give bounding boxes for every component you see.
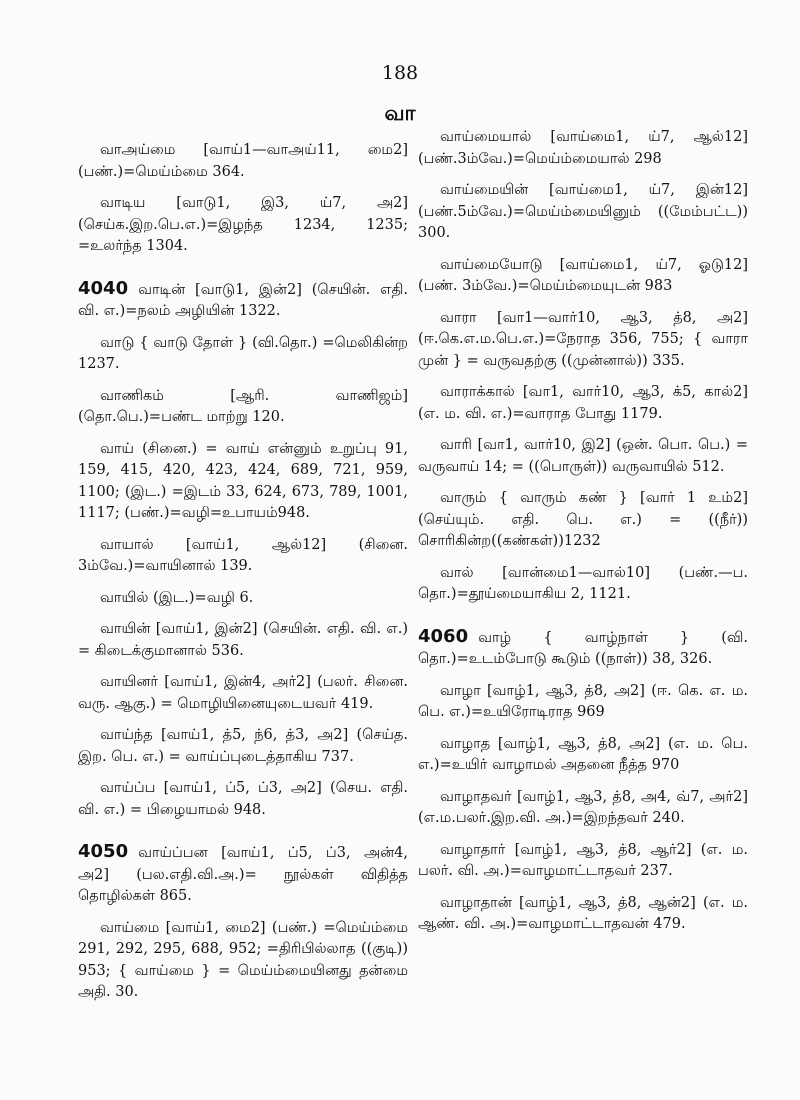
- dictionary-entry: [418, 840, 748, 883]
- entry-text: வால் [வான்மை1—வால்10] (பண்.—ப. தொ.)=தூய்மையாகிய 2, 1121.: [418, 564, 748, 602]
- page-number: 188: [381, 62, 419, 84]
- dictionary-entry: [418, 893, 748, 936]
- dictionary-entry: [418, 382, 748, 425]
- entry-text: வாய் (சினை.) = வாய் என்னும் உறுப்பு 91, 159, 415, 420, 423, 424, 689, 721, 959, 1100; (இட.) =இடம் 33, 624, 673, 789, 1001, 1117; (பண்.)=வழி=உபாயம்948.: [78, 440, 408, 521]
- entry-text: வாய்ந்த [வாய்1, த்5, ந்6, த்3, அ2] (செய்த. இற. பெ. எ.) = வாய்ப்புடைத்தாகிய 737.: [78, 727, 408, 765]
- entry-text: வாய்மையோடு [வாய்மை1, ய்7, ஓடு12] (பண். 3ம்வே.)=மெய்ம்மையுடன் 983: [418, 256, 748, 294]
- dictionary-entry: [418, 488, 748, 553]
- dictionary-entry: [418, 563, 748, 606]
- entry-text: வாழாதார் [வாழ்1, ஆ3, த்8, ஆர்2] (எ. ம. பலர். வி. அ.)=வாழமாட்டாதவர் 237.: [418, 841, 748, 879]
- dictionary-entry: [78, 386, 408, 429]
- entry-text: வாரா [வா1—வார்10, ஆ3, த்8, அ2] (ஈ.கெ.எ.ம.பெ.எ.)=நேராத 356, 755; { வாரா முன் } = வருவதற்கு ((முன்னால்)) 335.: [418, 309, 748, 369]
- entry-text: வாயில் (இட.)=வழி 6.: [100, 589, 254, 606]
- entry-number: 4040: [78, 277, 129, 299]
- entry-text: வாழ் { வாழ்நாள் } (வி. தொ.)=உடம்போடு கூடும் ((நாள்)) 38, 326.: [418, 629, 748, 667]
- entry-text: வாராக்கால் [வா1, வார்10, ஆ3, க்5, கால்2] (எ. ம. வி. எ.)=வாராத போது 1179.: [418, 384, 748, 422]
- entry-text: வாய்ப்பன [வாய்1, ப்5, ப்3, அன்4, அ2] (பல.எதி.வி.அ.)= நூல்கள் விதித்த தொழில்கள் 865.: [78, 845, 408, 904]
- dictionary-entry: [418, 681, 748, 724]
- entry-text: வாழாத [வாழ்1, ஆ3, த்8, அ2] (எ. ம. பெ. எ.)=உயிர் வாழாமல் அதனை நீத்த 970: [418, 735, 748, 773]
- entry-number: 4050: [78, 841, 129, 862]
- entry-text: வாய்மையால் [வாய்மை1, ய்7, ஆல்12] (பண்.3ம்வே.)=மெய்ம்மையால் 298: [418, 129, 748, 167]
- entry-text: வாடு { வாடு தோள் } (வி.தொ.) =மெலிகின்ற 1237.: [78, 334, 408, 372]
- entry-text: வாழாதான் [வாழ்1, ஆ3, த்8, ஆன்2] (எ. ம. ஆண். வி. அ.)=வாழமாட்டாதவன் 479.: [418, 894, 748, 932]
- entry-text: வாயால் [வாய்1, ஆல்12] (சினை. 3ம்வே.)=வாயினால் 139.: [78, 536, 408, 574]
- dictionary-entry: [78, 672, 408, 715]
- entry-text: வாயின் [வாய்1, இன்2] (செயின். எதி. வி. எ.) = கிடைக்குமானால் 536.: [78, 621, 408, 659]
- dictionary-entry: [78, 918, 408, 1004]
- dictionary-entry: [418, 435, 748, 478]
- entry-text: வாடிய [வாடு1, இ3, ய்7, அ2] (செய்க.இற.பெ.எ.)=இழந்த 1234, 1235; =உலர்ந்த 1304.: [78, 195, 408, 254]
- dictionary-entry: [78, 841, 408, 908]
- entry-text: வாணிகம் [ஆரி. வாணிஜம்] (தொ.பெ.)=பண்ட மாற்று 120.: [78, 387, 408, 425]
- left-column: [78, 140, 408, 1014]
- dictionary-entry: [418, 127, 748, 170]
- entry-text: வாரும் { வாரும் கண் } [வார் 1 உம்2] (செய்யும். எதி. பெ. எ.) = ((நீர்)) சொரிகின்ற((கண்கள்))1232: [418, 490, 748, 549]
- dictionary-entry: [418, 255, 748, 298]
- dictionary-entry: [78, 535, 408, 578]
- entry-text: வாழாதவர் [வாழ்1, ஆ3, த்8, அ4, வ்7, அர்2] (எ.ம.பலர்.இற.வி. அ.)=இறந்தவர் 240.: [418, 788, 748, 826]
- dictionary-entry: [78, 333, 408, 376]
- dictionary-entry: [78, 588, 408, 610]
- dictionary-entry: [78, 778, 408, 821]
- entry-text: வாயினர் [வாய்1, இன்4, அர்2] (பலர். சினை. வரு. ஆகு.) = மொழியினையுடையவர் 419.: [78, 674, 408, 712]
- entry-text: வாடின் [வாடு1, இன்2] (செயின். எதி. வி. எ.)=நலம் அழியின் 1322.: [78, 281, 408, 319]
- entry-text: வாஅய்மை [வாய்1—வாஅய்11, மை2] (பண்.)=மெய்ம்மை 364.: [78, 142, 408, 180]
- dictionary-entry: [78, 619, 408, 662]
- dictionary-entry: [418, 180, 748, 245]
- dictionary-entry: [418, 626, 748, 671]
- dictionary-entry: [78, 140, 408, 183]
- entry-text: வாய்மையின் [வாய்மை1, ய்7, இன்12](பண்.5ம்வே.)=மெய்ம்மையினும் ((மேம்பட்ட)) 300.: [418, 182, 748, 241]
- section-heading: வா: [384, 100, 416, 125]
- entry-number: 4060: [418, 625, 469, 647]
- dictionary-entry: [418, 308, 748, 373]
- dictionary-entry: [78, 439, 408, 525]
- entry-text: வாழா [வாழ்1, ஆ3, த்8, அ2] (ஈ. கெ. எ. ம. பெ. எ.)=உயிரோடிராத 969: [418, 682, 748, 720]
- dictionary-entry: [78, 278, 408, 323]
- entry-text: வாரி [வா1, வார்10, இ2] (ஒன். பொ. பெ.) = வருவாய் 14; = ((பொருள்)) வருவாயில் 512.: [418, 437, 748, 475]
- right-column: [418, 127, 748, 946]
- entry-text: வாய்ப்ப [வாய்1, ப்5, ப்3, அ2] (செய. எதி. வி. எ.) = பிழையாமல் 948.: [78, 780, 408, 818]
- dictionary-entry: [78, 193, 408, 258]
- dictionary-entry: [418, 734, 748, 777]
- dictionary-entry: [418, 787, 748, 830]
- dictionary-entry: [78, 725, 408, 768]
- entry-text: வாய்மை [வாய்1, மை2] (பண்.) =மெய்ம்மை 291, 292, 295, 688, 952; =திரிபில்லாத ((குடி)) 953; { வாய்மை } = மெய்ம்மையினது தன்மை அதி. 30.: [78, 919, 408, 1000]
